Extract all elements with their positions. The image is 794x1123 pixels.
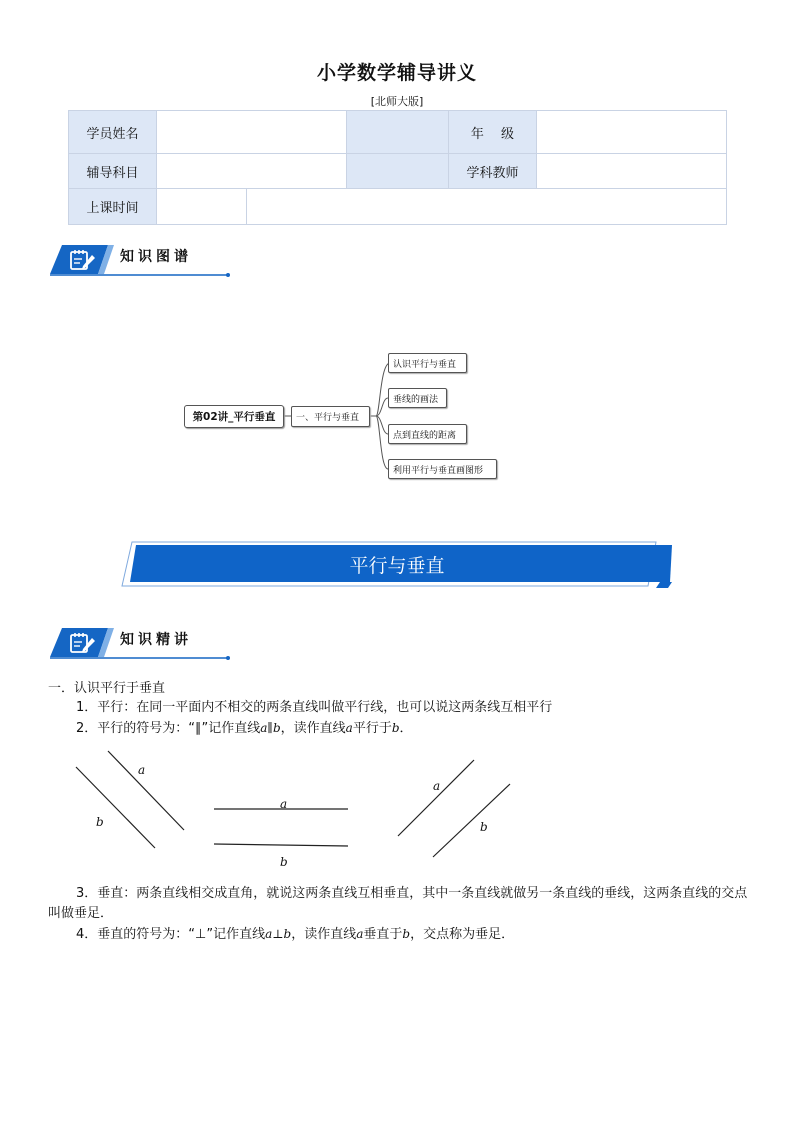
table-spacer-cell [347, 111, 449, 154]
line-label: a [138, 763, 146, 777]
grade-field[interactable] [537, 111, 727, 154]
mindmap-leaf-node: 利用平行与垂直画图形 [388, 459, 497, 479]
table-row [69, 189, 727, 225]
mindmap-root-node: 第02讲_平行垂直 [184, 405, 284, 428]
subject-field[interactable] [157, 154, 347, 189]
grade-label: 年 级 [449, 111, 537, 154]
mindmap-leaf-node: 认识平行与垂直 [388, 353, 467, 373]
document-title: 小学数学辅导讲义 [316, 62, 477, 84]
student-info-table [68, 110, 727, 225]
student-name-field[interactable] [157, 111, 347, 154]
edition-label: [北师大版] [370, 95, 424, 108]
content-item-3: 3．垂直：两条直线相交成直角，就说这两条直线互相垂直，其中一条直线就做另一条直线的垂线，这两条直线的交点叫做垂足． [48, 886, 748, 921]
line-label: b [480, 820, 488, 834]
line-label: a [433, 779, 441, 793]
student-name-label: 学员姓名 [69, 111, 157, 154]
teacher-label: 学科教师 [449, 154, 537, 189]
topic-banner-title: 平行与垂直 [349, 555, 445, 577]
class-time-date-field[interactable] [157, 189, 247, 225]
section-title: 知识精讲 [120, 632, 192, 648]
class-time-field[interactable] [247, 189, 727, 225]
content-item-2: 2．平行的符号为：“∥”记作直线a∥b，读作直线a平行于b． [76, 721, 413, 736]
line-label: b [280, 855, 288, 869]
section-header-knowledge-detail [48, 626, 233, 662]
notepad-pencil-icon [68, 248, 98, 272]
table-row [69, 111, 727, 154]
content-item-1: 1．平行：在同一平面内不相交的两条直线叫做平行线，也可以说这两条线互相平行 [76, 700, 553, 715]
mindmap-leaf-node: 垂线的画法 [388, 388, 447, 408]
teacher-field[interactable] [537, 154, 727, 189]
mindmap-branch-node: 一、平行与垂直 [291, 406, 370, 427]
table-row [69, 154, 727, 189]
table-spacer-cell [347, 154, 449, 189]
mindmap-leaf-node: 点到直线的距离 [388, 424, 467, 444]
class-time-label: 上课时间 [69, 189, 157, 225]
parallel-lines-figure [60, 745, 540, 870]
notepad-pencil-icon [68, 631, 98, 655]
line-label: a [280, 797, 288, 811]
line-label: b [96, 815, 104, 829]
content-heading: 一．认识平行于垂直 [48, 681, 166, 696]
section-title: 知识图谱 [120, 249, 192, 265]
subject-label: 辅导科目 [69, 154, 157, 189]
section-header-knowledge-map [48, 243, 233, 279]
content-item-4: 4．垂直的符号为：“⊥”记作直线a⊥b，读作直线a垂直于b，交点称为垂足． [76, 927, 515, 942]
